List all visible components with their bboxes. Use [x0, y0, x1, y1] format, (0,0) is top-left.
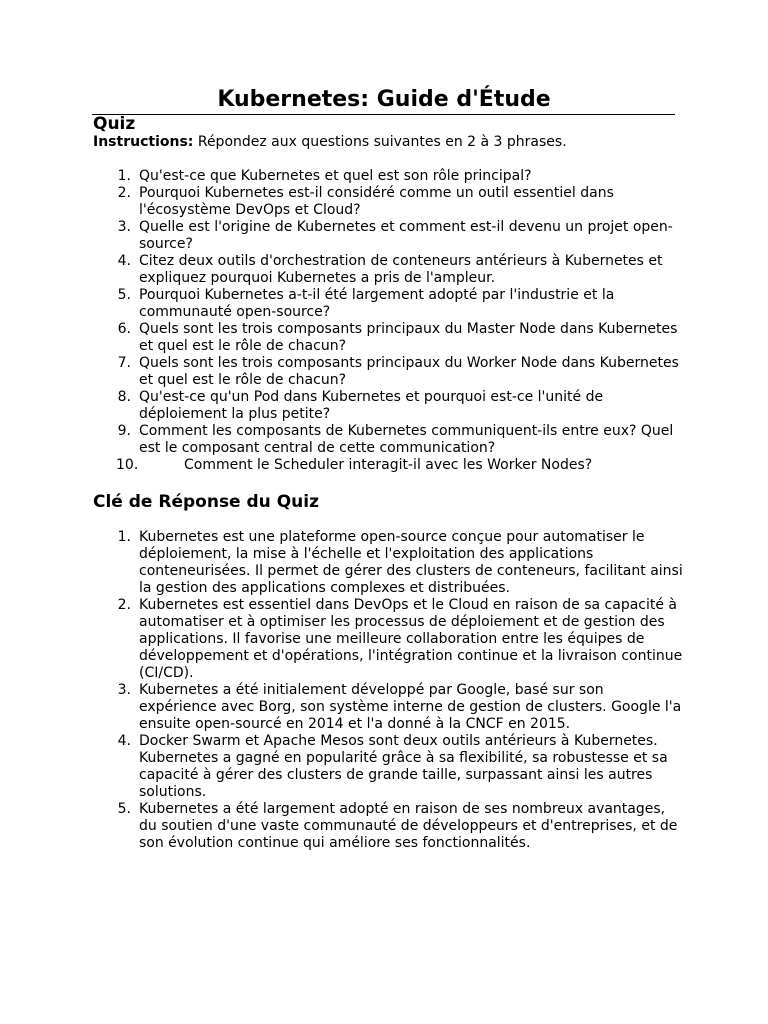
answer-text: Kubernetes a été initialement développé par Google, basé sur son expérience avec Borg, son système interne de gestion de clusters. Google l'a ensuite open-sourcé en 2014 et l'a donné à la CNCF en 2015. [139, 682, 682, 732]
question-item [93, 185, 683, 219]
answer-text: Kubernetes est essentiel dans DevOps et le Cloud en raison de sa capacité à automatiser et à optimiser les processus de déploiement et de gestion des applications. Il favorise une meilleure collaboration entre les équipes de développement et d'opérations, l'intégration continue et la livraison continue (CI/CD). [139, 597, 683, 681]
instructions [93, 134, 567, 151]
answer-item [93, 597, 683, 682]
answer-text: Docker Swarm et Apache Mesos sont deux outils antérieurs à Kubernetes. Kubernetes a gagné en popularité grâce à sa flexibilité, sa robustesse et sa capacité à gérer des clusters de grande taille, surpassant ainsi les autres solutions. [139, 733, 668, 800]
question-item [93, 253, 683, 287]
question-number: 9. [117, 423, 131, 439]
question-text: Qu'est-ce qu'un Pod dans Kubernetes et pourquoi est-ce l'unité de déploiement la plus petite? [139, 389, 604, 422]
answer-number: 2. [117, 597, 131, 613]
question-text: Citez deux outils d'orchestration de conteneurs antérieurs à Kubernetes et expliquez pourquoi Kubernetes a pris de l'ampleur. [139, 253, 663, 286]
question-item [93, 287, 683, 321]
question-number: 1. [117, 168, 131, 184]
question-text: Quels sont les trois composants principaux du Master Node dans Kubernetes et quel est le rôle de chacun? [139, 321, 678, 354]
answer-text: Kubernetes est une plateforme open-source conçue pour automatiser le déploiement, la mise à l'échelle et l'exploitation des applications conteneurisées. Il permet de gérer des clusters de conteneurs, facilitant ainsi la gestion des applications complexes et distribuées. [139, 529, 683, 596]
question-text: Quels sont les trois composants principaux du Worker Node dans Kubernetes et quel est le rôle de chacun? [139, 355, 679, 388]
question-item [93, 389, 683, 423]
question-number: 5. [117, 287, 131, 303]
quiz-heading: Quiz [93, 114, 136, 134]
question-number: 2. [117, 185, 131, 201]
question-item [93, 168, 683, 185]
answer-item [93, 733, 683, 801]
answer-key-heading: Clé de Réponse du Quiz [93, 492, 319, 512]
instructions-label: Instructions: [93, 134, 194, 150]
question-text: Comment le Scheduler interagit-il avec les Worker Nodes? [184, 457, 593, 473]
question-list [93, 168, 683, 474]
answer-number: 5. [117, 801, 131, 817]
answer-item [93, 801, 683, 852]
question-item [93, 321, 683, 355]
question-number: 6. [117, 321, 131, 337]
answer-number: 4. [117, 733, 131, 749]
page-title: Kubernetes: Guide d'Étude [217, 87, 551, 112]
question-item [93, 423, 683, 457]
question-text: Pourquoi Kubernetes est-il considéré comme un outil essentiel dans l'écosystème DevOps et Cloud? [139, 185, 614, 218]
question-number: 3. [117, 219, 131, 235]
question-text: Comment les composants de Kubernetes communiquent-ils entre eux? Quel est le composant central de cette communication? [139, 423, 674, 456]
instructions-text: Répondez aux questions suivantes en 2 à 3 phrases. [193, 134, 567, 150]
question-item [93, 457, 683, 474]
title-divider [92, 114, 675, 115]
answer-number: 3. [117, 682, 131, 698]
question-item [93, 355, 683, 389]
answer-number: 1. [117, 529, 131, 545]
question-number: 8. [117, 389, 131, 405]
question-text: Quelle est l'origine de Kubernetes et comment est-il devenu un projet open-source? [139, 219, 673, 252]
answer-list [93, 529, 683, 852]
question-number: 10. [116, 457, 139, 473]
question-text: Pourquoi Kubernetes a-t-il été largement adopté par l'industrie et la communauté open-source? [139, 287, 615, 320]
answer-item [93, 682, 683, 733]
question-number: 4. [117, 253, 131, 269]
answer-item [93, 529, 683, 597]
question-text: Qu'est-ce que Kubernetes et quel est son rôle principal? [139, 168, 532, 184]
question-number: 7. [117, 355, 131, 371]
question-item [93, 219, 683, 253]
answer-text: Kubernetes a été largement adopté en raison de ses nombreux avantages, du soutien d'une vaste communauté de développeurs et d'entreprises, et de son évolution continue qui améliore ses fonctionnalités. [139, 801, 678, 851]
